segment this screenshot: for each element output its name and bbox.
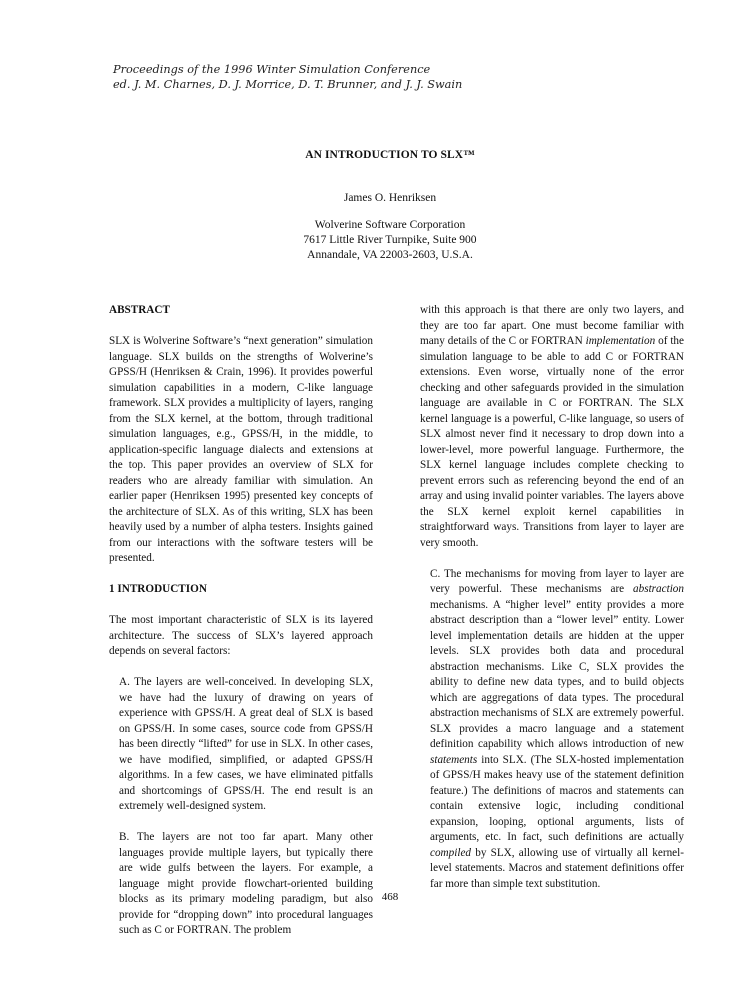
abstract-text: SLX is Wolverine Software’s “next generation” simulation language. SLX builds on the strengths of Wolverine’s GPSS/H (Henriksen & Crain, 1996). It provides powerful simulation capabilities in a modern, C-like language framework. SLX provides a multiplicity of layers, ranging from the SLX kernel, at the bottom, through traditional simulation languages, e.g., GPSS/H, in the middle, to application-specific language dialects and extensions at the top. This paper provides an overview of SLX for readers who are already familiar with simulation. An earlier paper (Henriksen 1995) presented key concepts of the architecture of SLX. As of this writing, SLX has been heavily used by a number of alpha testers. Insights gained from our interactions with the software testers will be presented. [109, 335, 373, 564]
author-name: James O. Henriksen [343, 192, 437, 204]
left-column [109, 303, 373, 954]
proceedings-header [113, 62, 462, 92]
proceedings-line-2: ed. J. M. Charnes, D. J. Morrice, D. T. Brunner, and J. J. Swain [113, 78, 463, 91]
point-c-emphasis-2: statements [430, 753, 478, 766]
point-c-paragraph [420, 567, 684, 893]
paper-title: AN INTRODUCTION TO SLX™ [305, 149, 475, 161]
page-number: 468 [381, 891, 399, 903]
point-a-paragraph: A. The layers are well-conceived. In developing SLX, we have had the luxury of drawing on years of experience with GPSS/H. A great deal of SLX is based on GPSS/H. In some cases, source code from GPSS/H has been directly “lifted” for use in SLX. In other cases, we have modified, simplified, or adapted GPSS/H algorithms. In a few cases, we have eliminated pitfalls and shortcomings of GPSS/H. The end result is an extremely well-designed system. [119, 676, 373, 812]
author-affiliation [0, 218, 755, 264]
affiliation-org: Wolverine Software Corporation [314, 219, 466, 231]
point-c-emphasis-1: abstraction [633, 583, 684, 595]
abstract-heading: ABSTRACT [109, 304, 170, 316]
point-b-cont-emphasis: implementation [585, 335, 656, 347]
point-b-paragraph: B. The layers are not too far apart. Many other languages provide multiple layers, but typically there are wide gulfs between the layers. For example, a language might provide flowchart-oriented building blocks as its primary modeling paradigm, but also provide for “dropping down” into procedural languages such as C or FORTRAN. The problem [119, 831, 373, 936]
affiliation-city: Annandale, VA 22003-2603, U.S.A. [307, 249, 473, 262]
introduction-paragraph: The most important characteristic of SLX is its layered architecture. The success of SLX’s layered approach depends on several factors: [109, 614, 373, 657]
point-b-continued-paragraph [420, 303, 684, 551]
point-c-emphasis-3: compiled [430, 846, 472, 859]
point-c-text-2: mechanisms. A “higher level” entity provides a more abstract description than a “lower level” entity. Lower level implementation details are hidden at the upper levels. SLX provides both data and procedural abstraction mechanisms. Like C, SLX provides the ability to define new data types, and to build objects which are aggregations of data types. The procedural abstraction mechanisms of SLX are extremely powerful. SLX provides a macro language and a statement definition capability which allows introduction of new [430, 598, 684, 750]
right-column [420, 303, 684, 908]
point-c-text-1: C. The mechanisms for moving from layer to layer are very powerful. These mechanisms are [430, 567, 684, 595]
introduction-heading: 1 INTRODUCTION [109, 583, 207, 595]
affiliation-street: 7617 Little River Turnpike, Suite 900 [303, 234, 477, 247]
proceedings-line-1: Proceedings of the 1996 Winter Simulation Conference [113, 63, 431, 76]
point-c-text-3: into SLX. (The SLX-hosted implementation of GPSS/H makes heavy use of the statement definition feature.) The definitions of macros and statements can contain extensive logic, including conditional expansion, looping, optional arguments, lists of arguments, etc. In fact, such definitions are actually [430, 753, 684, 843]
point-c-text-4: by SLX, allowing use of virtually all kernel-level statements. Macros and statement definitions offer far more than simple text substitution. [430, 846, 684, 890]
point-b-cont-text-1: with this approach is that there are only two layers, and they are too far apart. One must become familiar with many details of the C or FORTRAN [420, 304, 684, 347]
point-b-cont-text-2: of the simulation language to be able to add C or FORTRAN extensions. Even worse, virtually none of the error checking and other safeguards provided in the simulation language are available in C or FORTRAN. The SLX kernel language is a powerful, C-like language, so users of SLX almost never find it necessary to drop down into a lower-level, more powerful language. Furthermore, the SLX kernel language includes complete checking to prevent errors such as referencing beyond the end of an array and using invalid pointer variables. The layers above the SLX kernel exploit kernel capabilities in straightforward ways. Transitions from layer to layer are very smooth. [420, 335, 684, 549]
